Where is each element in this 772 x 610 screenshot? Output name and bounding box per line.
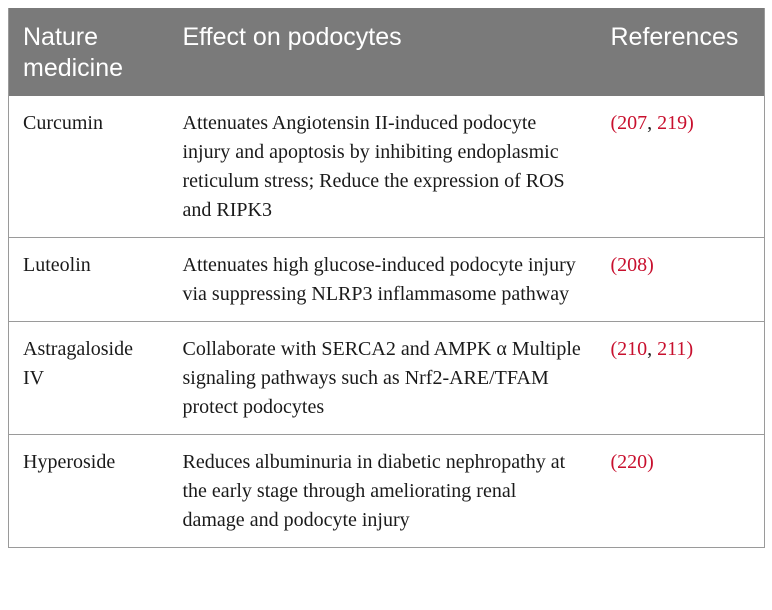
- table-row: [9, 96, 765, 238]
- references-cell: (220): [597, 435, 765, 548]
- reference-link[interactable]: 208: [617, 254, 648, 276]
- medicine-cell: Hyperoside: [9, 435, 169, 548]
- medicine-cell: Luteolin: [9, 238, 169, 322]
- reference-link[interactable]: 220: [617, 451, 648, 473]
- header-nature-medicine: Nature medicine: [9, 8, 169, 96]
- effect-cell: Attenuates Angiotensin II-induced podocyte injury and apoptosis by inhibiting endoplasmic reticulum stress; Reduce the expression of ROS and RIPK3: [169, 96, 597, 238]
- data-table: [8, 8, 765, 548]
- references-cell: (208): [597, 238, 765, 322]
- reference-link[interactable]: 219: [657, 112, 688, 134]
- table-row: [9, 238, 765, 322]
- header-effect-on-podocytes: Effect on podocytes: [169, 8, 597, 96]
- references-cell: (207, 219): [597, 96, 765, 238]
- table-row: [9, 435, 765, 548]
- effect-cell: Reduces albuminuria in diabetic nephropathy at the early stage through ameliorating renal damage and podocyte injury: [169, 435, 597, 548]
- medicine-cell: Astragaloside IV: [9, 322, 169, 435]
- reference-link[interactable]: 207: [617, 112, 648, 134]
- header-references: References: [597, 8, 765, 96]
- references-cell: (210, 211): [597, 322, 765, 435]
- effect-cell: Collaborate with SERCA2 and AMPK α Multiple signaling pathways such as Nrf2-ARE/TFAM protect podocytes: [169, 322, 597, 435]
- header-row: [9, 8, 765, 96]
- medicine-cell: Curcumin: [9, 96, 169, 238]
- effect-cell: Attenuates high glucose-induced podocyte injury via suppressing NLRP3 inflammasome pathway: [169, 238, 597, 322]
- reference-link[interactable]: 211: [657, 338, 687, 360]
- table-row: [9, 322, 765, 435]
- reference-link[interactable]: 210: [617, 338, 648, 360]
